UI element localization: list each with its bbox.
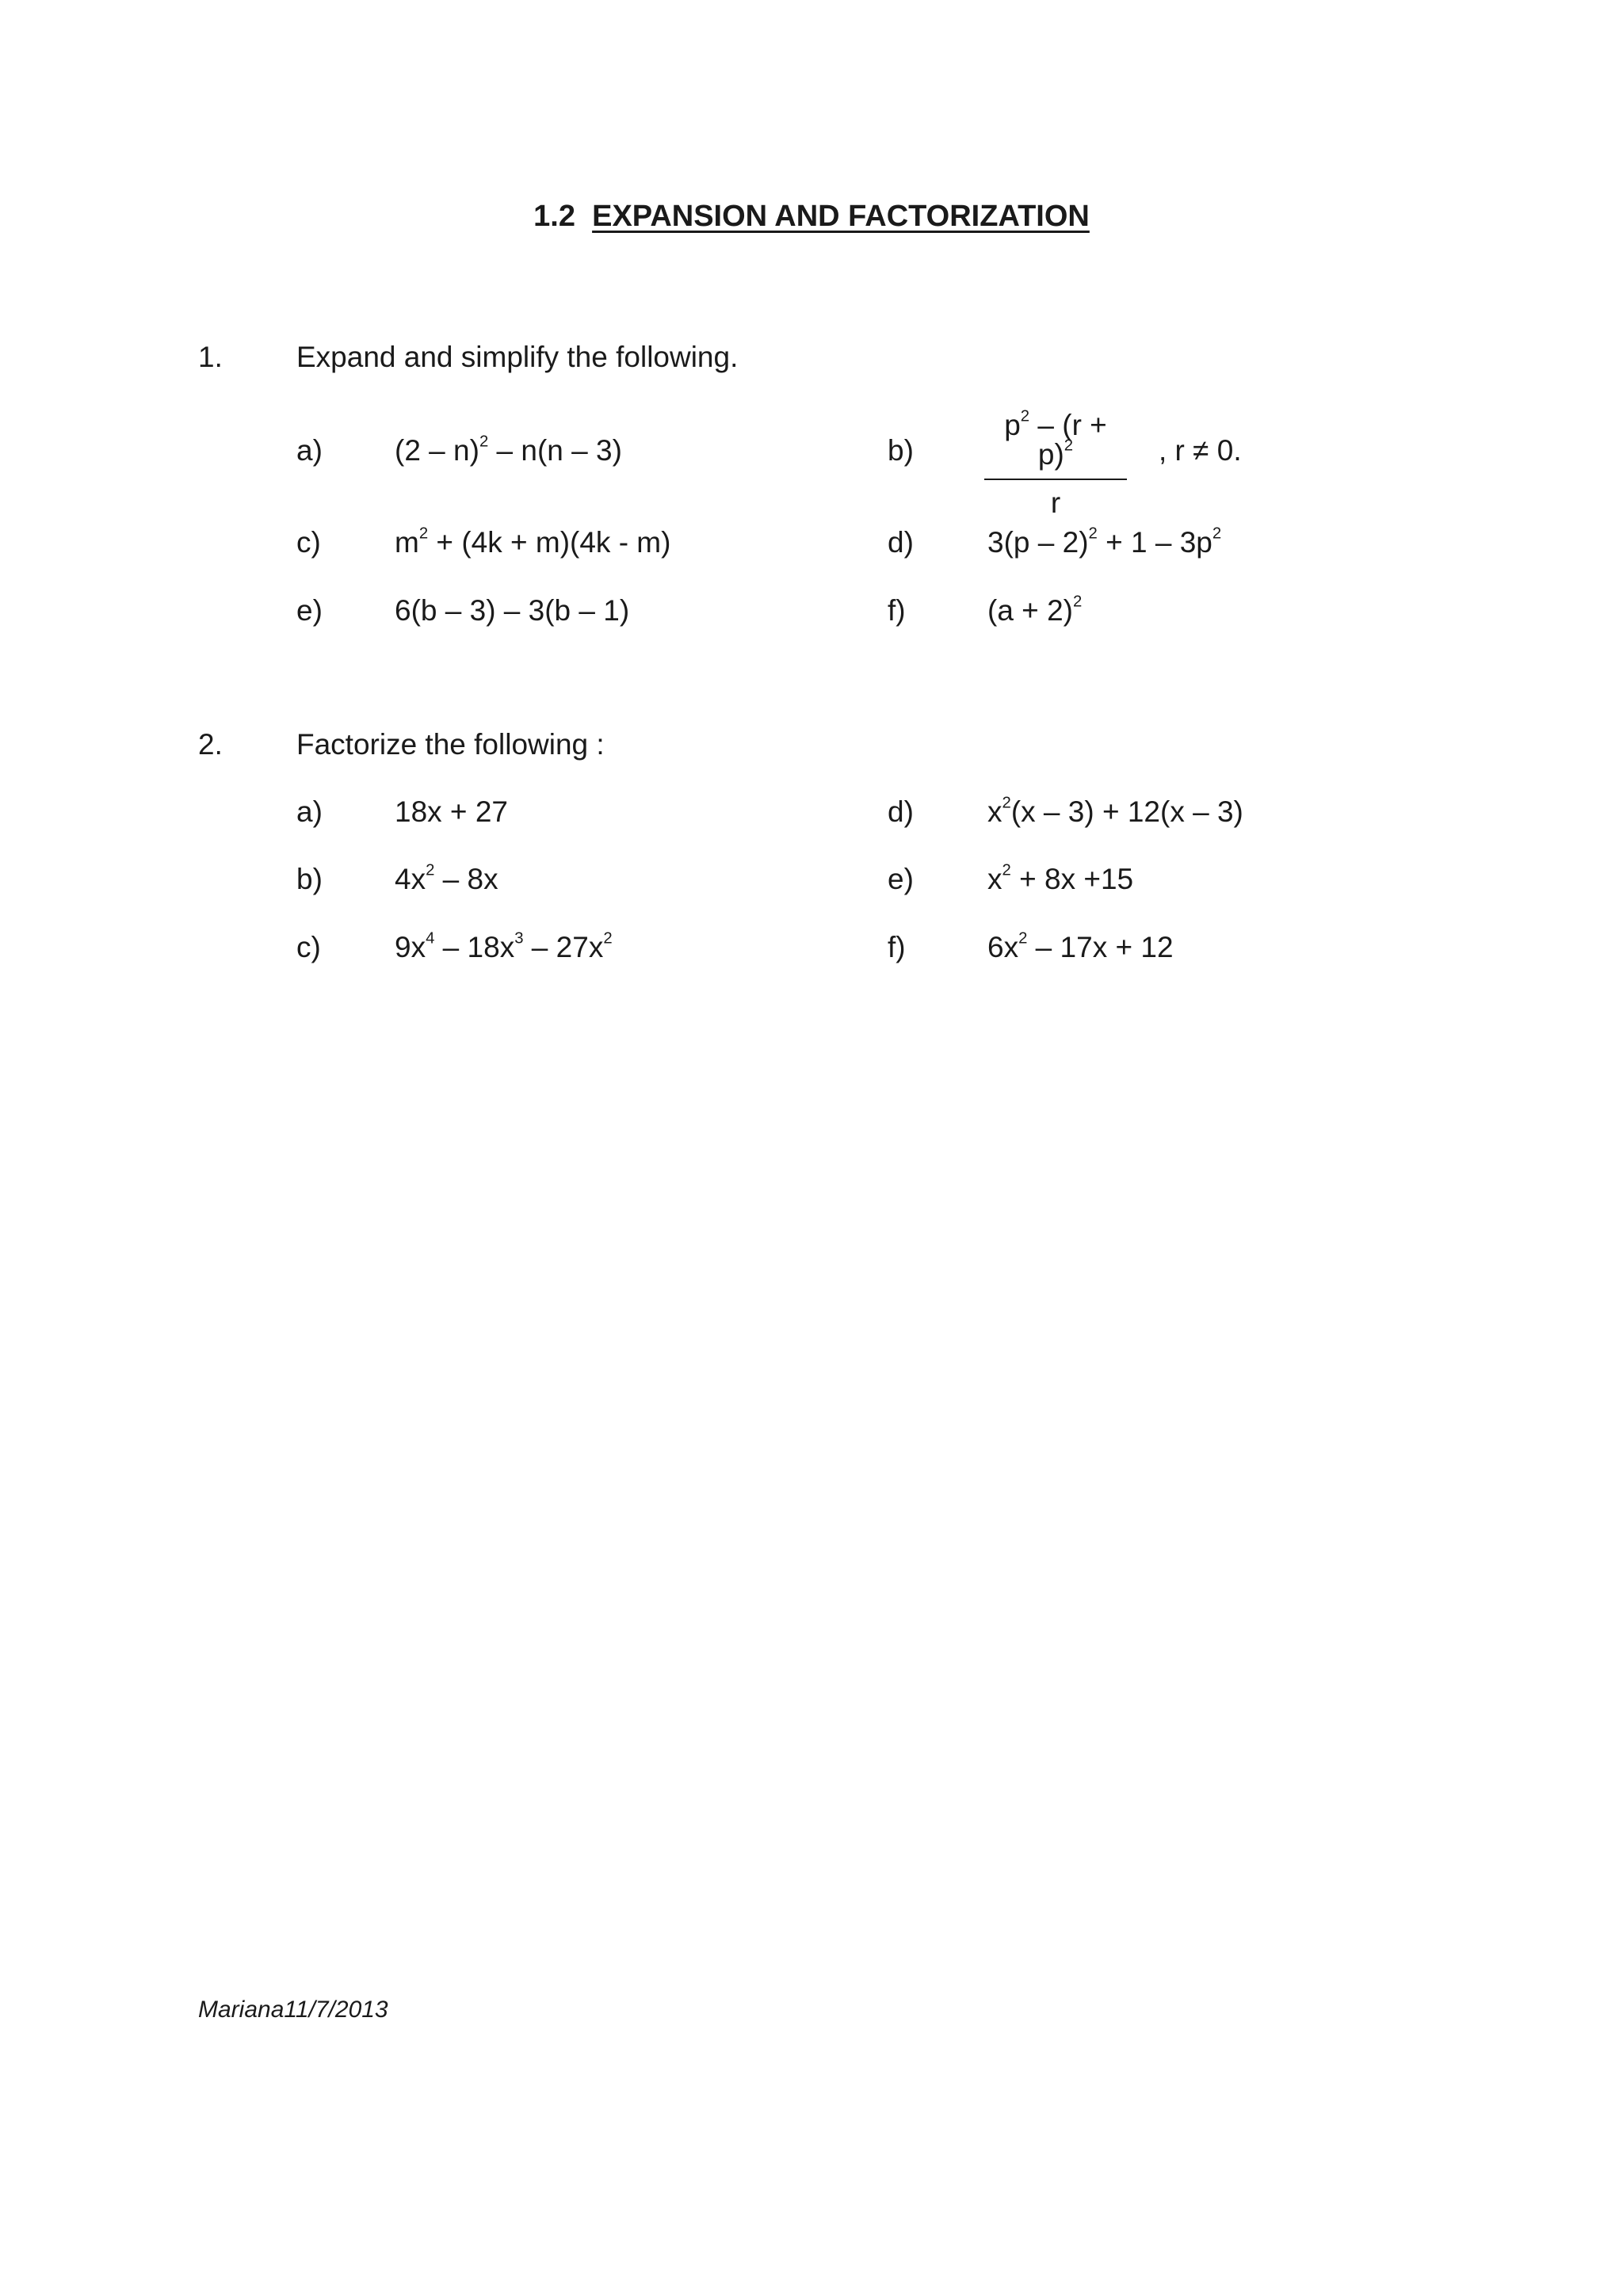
q1-c-expression: $m^2 + (4k + m)(4k - m)$	[395, 524, 671, 559]
question-2-number: 2.	[198, 728, 223, 761]
q2-d-expression: $x^2(x - 3) + 12(x - 3)$	[987, 794, 1243, 828]
question-2-instruction: Factorize the following :	[296, 728, 605, 761]
q1-b-numerator: $p^2 - (r + p)^2$	[1004, 407, 1107, 471]
footer-author-date: Mariana11/7/2013	[198, 1997, 388, 2023]
q1-d-label: d)	[888, 526, 914, 559]
q2-b-label: b)	[296, 863, 323, 895]
section-title: EXPANSION AND FACTORIZATION	[592, 200, 1090, 233]
page-title	[0, 201, 1623, 231]
q1-c-label: c)	[296, 526, 321, 559]
q2-e-expression: $x^2 + 8x +15$	[987, 861, 1134, 895]
q1-a-label: a)	[296, 434, 323, 467]
q2-c-expression: $9x^4 - 18x^3 - 27x^2$	[395, 929, 613, 963]
q1-b-fraction-bar	[984, 479, 1127, 480]
q2-a-expression: 18x + 27	[395, 795, 508, 828]
q1-b-denominator: r	[1050, 486, 1061, 519]
q2-f-expression: $6x^2 - 17x + 12$	[987, 929, 1174, 963]
question-1-number: 1.	[198, 341, 223, 373]
q1-f-expression: $(a + 2)^2$	[987, 593, 1083, 627]
q2-b-expression: $4x^2 - 8x$	[395, 861, 498, 895]
q1-b-condition: , r ≠ 0.	[1159, 434, 1242, 467]
q1-d-expression: $3(p - 2)^2 + 1 - 3p^2$	[987, 524, 1222, 559]
q1-a-expression: (2 – n)$^2$ – n(n – 3)	[395, 433, 622, 467]
q1-f-label: f)	[888, 594, 906, 627]
q2-f-label: f)	[888, 931, 906, 963]
q2-d-label: d)	[888, 795, 914, 828]
section-number: 1.2	[533, 200, 575, 233]
q1-b-label: b)	[888, 434, 914, 467]
question-1-instruction: Expand and simplify the following.	[296, 341, 739, 373]
q2-e-label: e)	[888, 863, 914, 895]
q2-c-label: c)	[296, 931, 321, 963]
q2-a-label: a)	[296, 795, 323, 828]
q1-e-label: e)	[296, 594, 323, 627]
q1-b-fraction	[984, 407, 1127, 519]
q1-e-expression: 6(b – 3) – 3(b – 1)	[395, 594, 630, 627]
